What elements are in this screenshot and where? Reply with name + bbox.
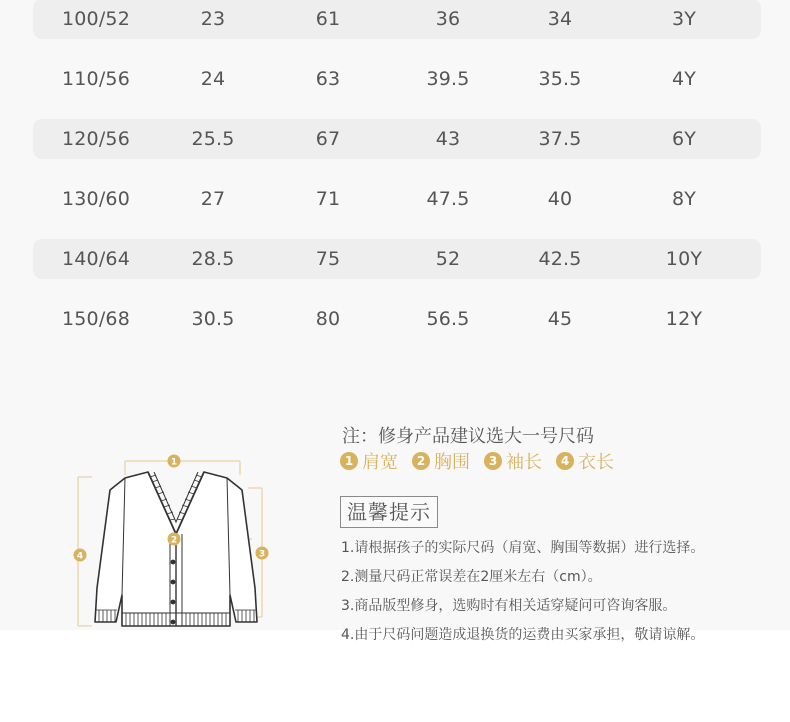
tips-title: 温馨提示 <box>340 496 438 528</box>
legend-item-sleeve <box>484 448 542 474</box>
table-cell-shoulder: 24 <box>200 68 226 90</box>
legend-number-4: 4 <box>556 452 574 470</box>
table-cell-sleeve: 56.5 <box>426 308 470 330</box>
table-cell-size: 100/52 <box>61 8 131 30</box>
legend-label-chest: 胸围 <box>434 452 470 473</box>
measurement-legend <box>340 449 628 473</box>
tip-item: 4.由于尺码问题造成退换货的运费由买家承担，敬请谅解。 <box>341 627 705 643</box>
legend-label-shoulder: 肩宽 <box>362 452 398 473</box>
table-cell-shoulder: 27 <box>200 188 226 210</box>
tip-item: 2.测量尺码正常误差在2厘米左右（cm）。 <box>341 569 602 585</box>
table-cell-sleeve: 39.5 <box>426 68 470 90</box>
table-cell-length: 45 <box>547 308 573 330</box>
table-cell-sleeve: 52 <box>435 248 461 270</box>
legend-label-sleeve: 袖长 <box>506 452 542 473</box>
table-cell-chest: 67 <box>315 128 341 150</box>
table-cell-age: 6Y <box>671 128 697 150</box>
table-row <box>33 239 761 279</box>
table-row <box>33 179 761 219</box>
cardigan-sweater-icon <box>70 450 280 635</box>
marker-1: 1 <box>170 457 178 468</box>
table-cell-shoulder: 23 <box>200 8 226 30</box>
table-cell-length: 35.5 <box>538 68 582 90</box>
marker-2: 2 <box>170 535 178 546</box>
table-cell-shoulder: 30.5 <box>191 308 235 330</box>
tip-item: 3.商品版型修身，选购时有相关适穿疑问可咨询客服。 <box>341 598 677 614</box>
legend-number-2: 2 <box>412 452 430 470</box>
tip-item: 1.请根据孩子的实际尺码（肩宽、胸围等数据）进行选择。 <box>341 540 705 556</box>
table-row <box>33 299 761 339</box>
legend-number-1: 1 <box>340 452 358 470</box>
legend-item-length <box>556 448 614 474</box>
table-cell-sleeve: 47.5 <box>426 188 470 210</box>
sizing-note: 注：修身产品建议选大一号尺码 <box>342 426 594 447</box>
table-cell-age: 4Y <box>671 68 697 90</box>
table-cell-shoulder: 28.5 <box>191 248 235 270</box>
table-cell-sleeve: 36 <box>435 8 461 30</box>
table-cell-length: 42.5 <box>538 248 582 270</box>
table-row <box>33 59 761 99</box>
marker-3: 3 <box>258 549 266 560</box>
legend-item-shoulder <box>340 448 398 474</box>
table-cell-size: 120/56 <box>61 128 131 150</box>
table-row <box>33 0 761 39</box>
table-cell-chest: 80 <box>315 308 341 330</box>
table-cell-length: 40 <box>547 188 573 210</box>
table-cell-size: 110/56 <box>61 68 131 90</box>
legend-number-3: 3 <box>484 452 502 470</box>
table-cell-shoulder: 25.5 <box>191 128 235 150</box>
table-cell-sleeve: 43 <box>435 128 461 150</box>
table-cell-age: 8Y <box>671 188 697 210</box>
table-cell-size: 130/60 <box>61 188 131 210</box>
table-cell-size: 140/64 <box>61 248 131 270</box>
table-cell-age: 3Y <box>671 8 697 30</box>
marker-4: 4 <box>76 551 84 562</box>
table-cell-length: 37.5 <box>538 128 582 150</box>
table-cell-size: 150/68 <box>61 308 131 330</box>
table-cell-chest: 71 <box>315 188 341 210</box>
table-cell-age: 12Y <box>665 308 703 330</box>
table-cell-chest: 75 <box>315 248 341 270</box>
cardigan-diagram <box>70 450 280 635</box>
legend-item-chest <box>412 448 470 474</box>
table-row <box>33 119 761 159</box>
table-cell-age: 10Y <box>665 248 703 270</box>
table-cell-chest: 61 <box>315 8 341 30</box>
tips-list <box>341 537 781 653</box>
table-cell-chest: 63 <box>315 68 341 90</box>
legend-label-length: 衣长 <box>578 452 614 473</box>
table-cell-length: 34 <box>547 8 573 30</box>
